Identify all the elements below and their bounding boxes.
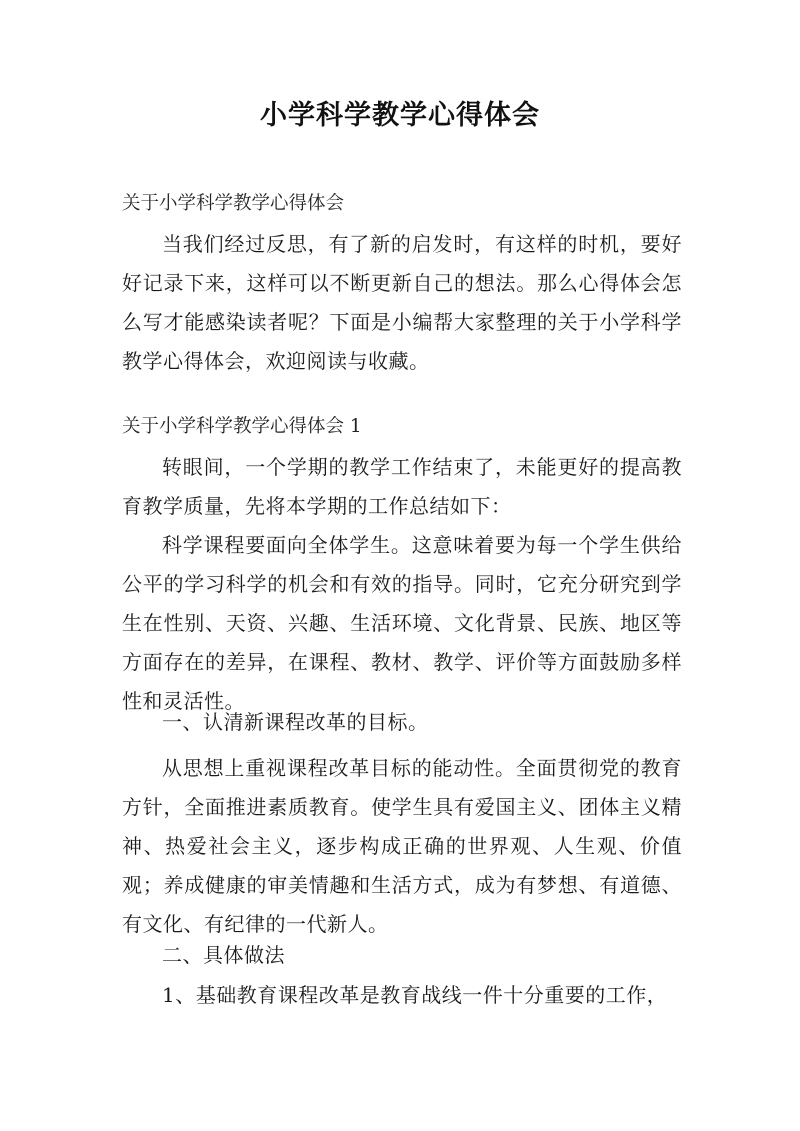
body-paragraph: 科学课程要面向全体学生。这意味着要为每一个学生供给公平的学习科学的机会和有效的指导。同时，它充分研究到学生在性别、天资、兴趣、生活环境、文化背景、民族、地区等方面存在的差异，在课程、教材、教学、评价等方面鼓励多样性和灵活性。: [122, 533, 682, 713]
document-title: 小学科学教学心得体会: [260, 100, 540, 131]
intro-heading: 关于小学科学教学心得体会: [122, 193, 345, 214]
list-heading: 二、具体做法: [162, 943, 285, 967]
body-paragraph: 转眼间，一个学期的教学工作结束了，未能更好的提高教育教学质量，先将本学期的工作总结如下：: [122, 455, 682, 518]
body-paragraph: 从思想上重视课程改革目标的能动性。全面贯彻党的教育方针，全面推进素质教育。使学生具有爱国主义、团体主义精神、热爱社会主义，逐步构成正确的世界观、人生观、价值观；养成健康的审美情趣和生活方式，成为有梦想、有道德、有文化、有纪律的一代新人。: [122, 756, 682, 936]
body-paragraph: 1、基础教育课程改革是教育战线一件十分重要的工作，: [162, 983, 668, 1007]
intro-paragraph: 当我们经过反思，有了新的启发时，有这样的时机，要好好记录下来，这样可以不断更新自己的想法。那么心得体会怎么写才能感染读者呢？下面是小编帮大家整理的关于小学科学教学心得体会，欢迎阅读与收藏。: [122, 232, 682, 373]
section-heading: 关于小学科学教学心得体会 1: [122, 416, 362, 437]
list-heading: 一、认清新课程改革的目标。: [162, 710, 429, 734]
